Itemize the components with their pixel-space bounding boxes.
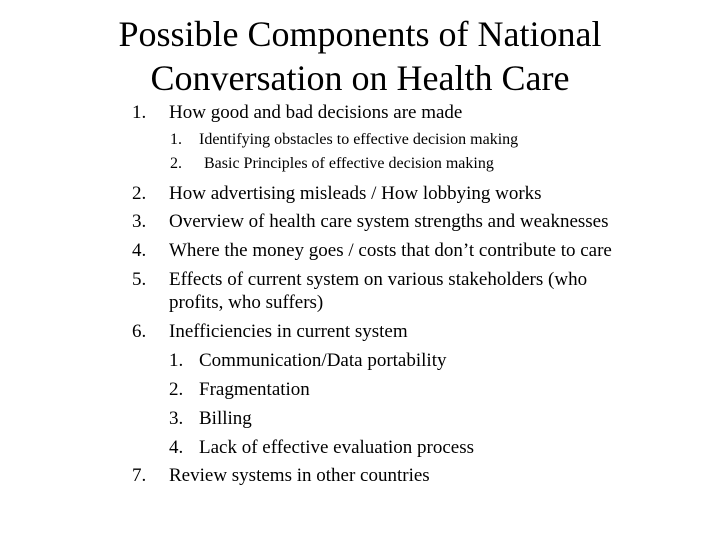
sub-item-number: 4. xyxy=(169,437,184,458)
item-text: How good and bad decisions are made xyxy=(169,102,463,123)
sub-item-text: Identifying obstacles to effective decision making xyxy=(199,131,519,148)
item-number: 3. xyxy=(132,211,147,232)
item-text: Effects of current system on various stakeholders (who xyxy=(169,269,588,290)
sub-item-text: Billing xyxy=(199,408,252,429)
sub-item-number: 2. xyxy=(170,155,182,172)
item-text: Review systems in other countries xyxy=(169,465,430,486)
sub-item-text: Fragmentation xyxy=(199,379,310,400)
item-number: 6. xyxy=(132,321,147,342)
item-number: 2. xyxy=(132,183,147,204)
sub-item-number: 1. xyxy=(170,131,182,148)
item-number: 5. xyxy=(132,269,147,290)
title-line-2: Conversation on Health Care xyxy=(150,58,570,98)
sub-item-text: Communication/Data portability xyxy=(199,350,447,371)
sub-item-number: 3. xyxy=(169,408,184,429)
item-text: Where the money goes / costs that don’t contribute to care xyxy=(169,240,612,261)
item-number: 1. xyxy=(132,102,147,123)
item-text: How advertising misleads / How lobbying works xyxy=(169,183,542,204)
title-line-1: Possible Components of National xyxy=(118,14,602,54)
sub-item-text: Lack of effective evaluation process xyxy=(199,437,475,458)
sub-item-text: Basic Principles of effective decision making xyxy=(204,155,494,172)
slide-title xyxy=(0,12,720,100)
item-text: Inefficiencies in current system xyxy=(169,321,408,342)
item-number: 4. xyxy=(132,240,147,261)
item-number: 7. xyxy=(132,465,147,486)
item-text-continued: profits, who suffers) xyxy=(169,292,324,313)
sub-item-number: 1. xyxy=(169,350,184,371)
sub-item-number: 2. xyxy=(169,379,184,400)
item-text: Overview of health care system strengths and weaknesses xyxy=(169,211,609,232)
